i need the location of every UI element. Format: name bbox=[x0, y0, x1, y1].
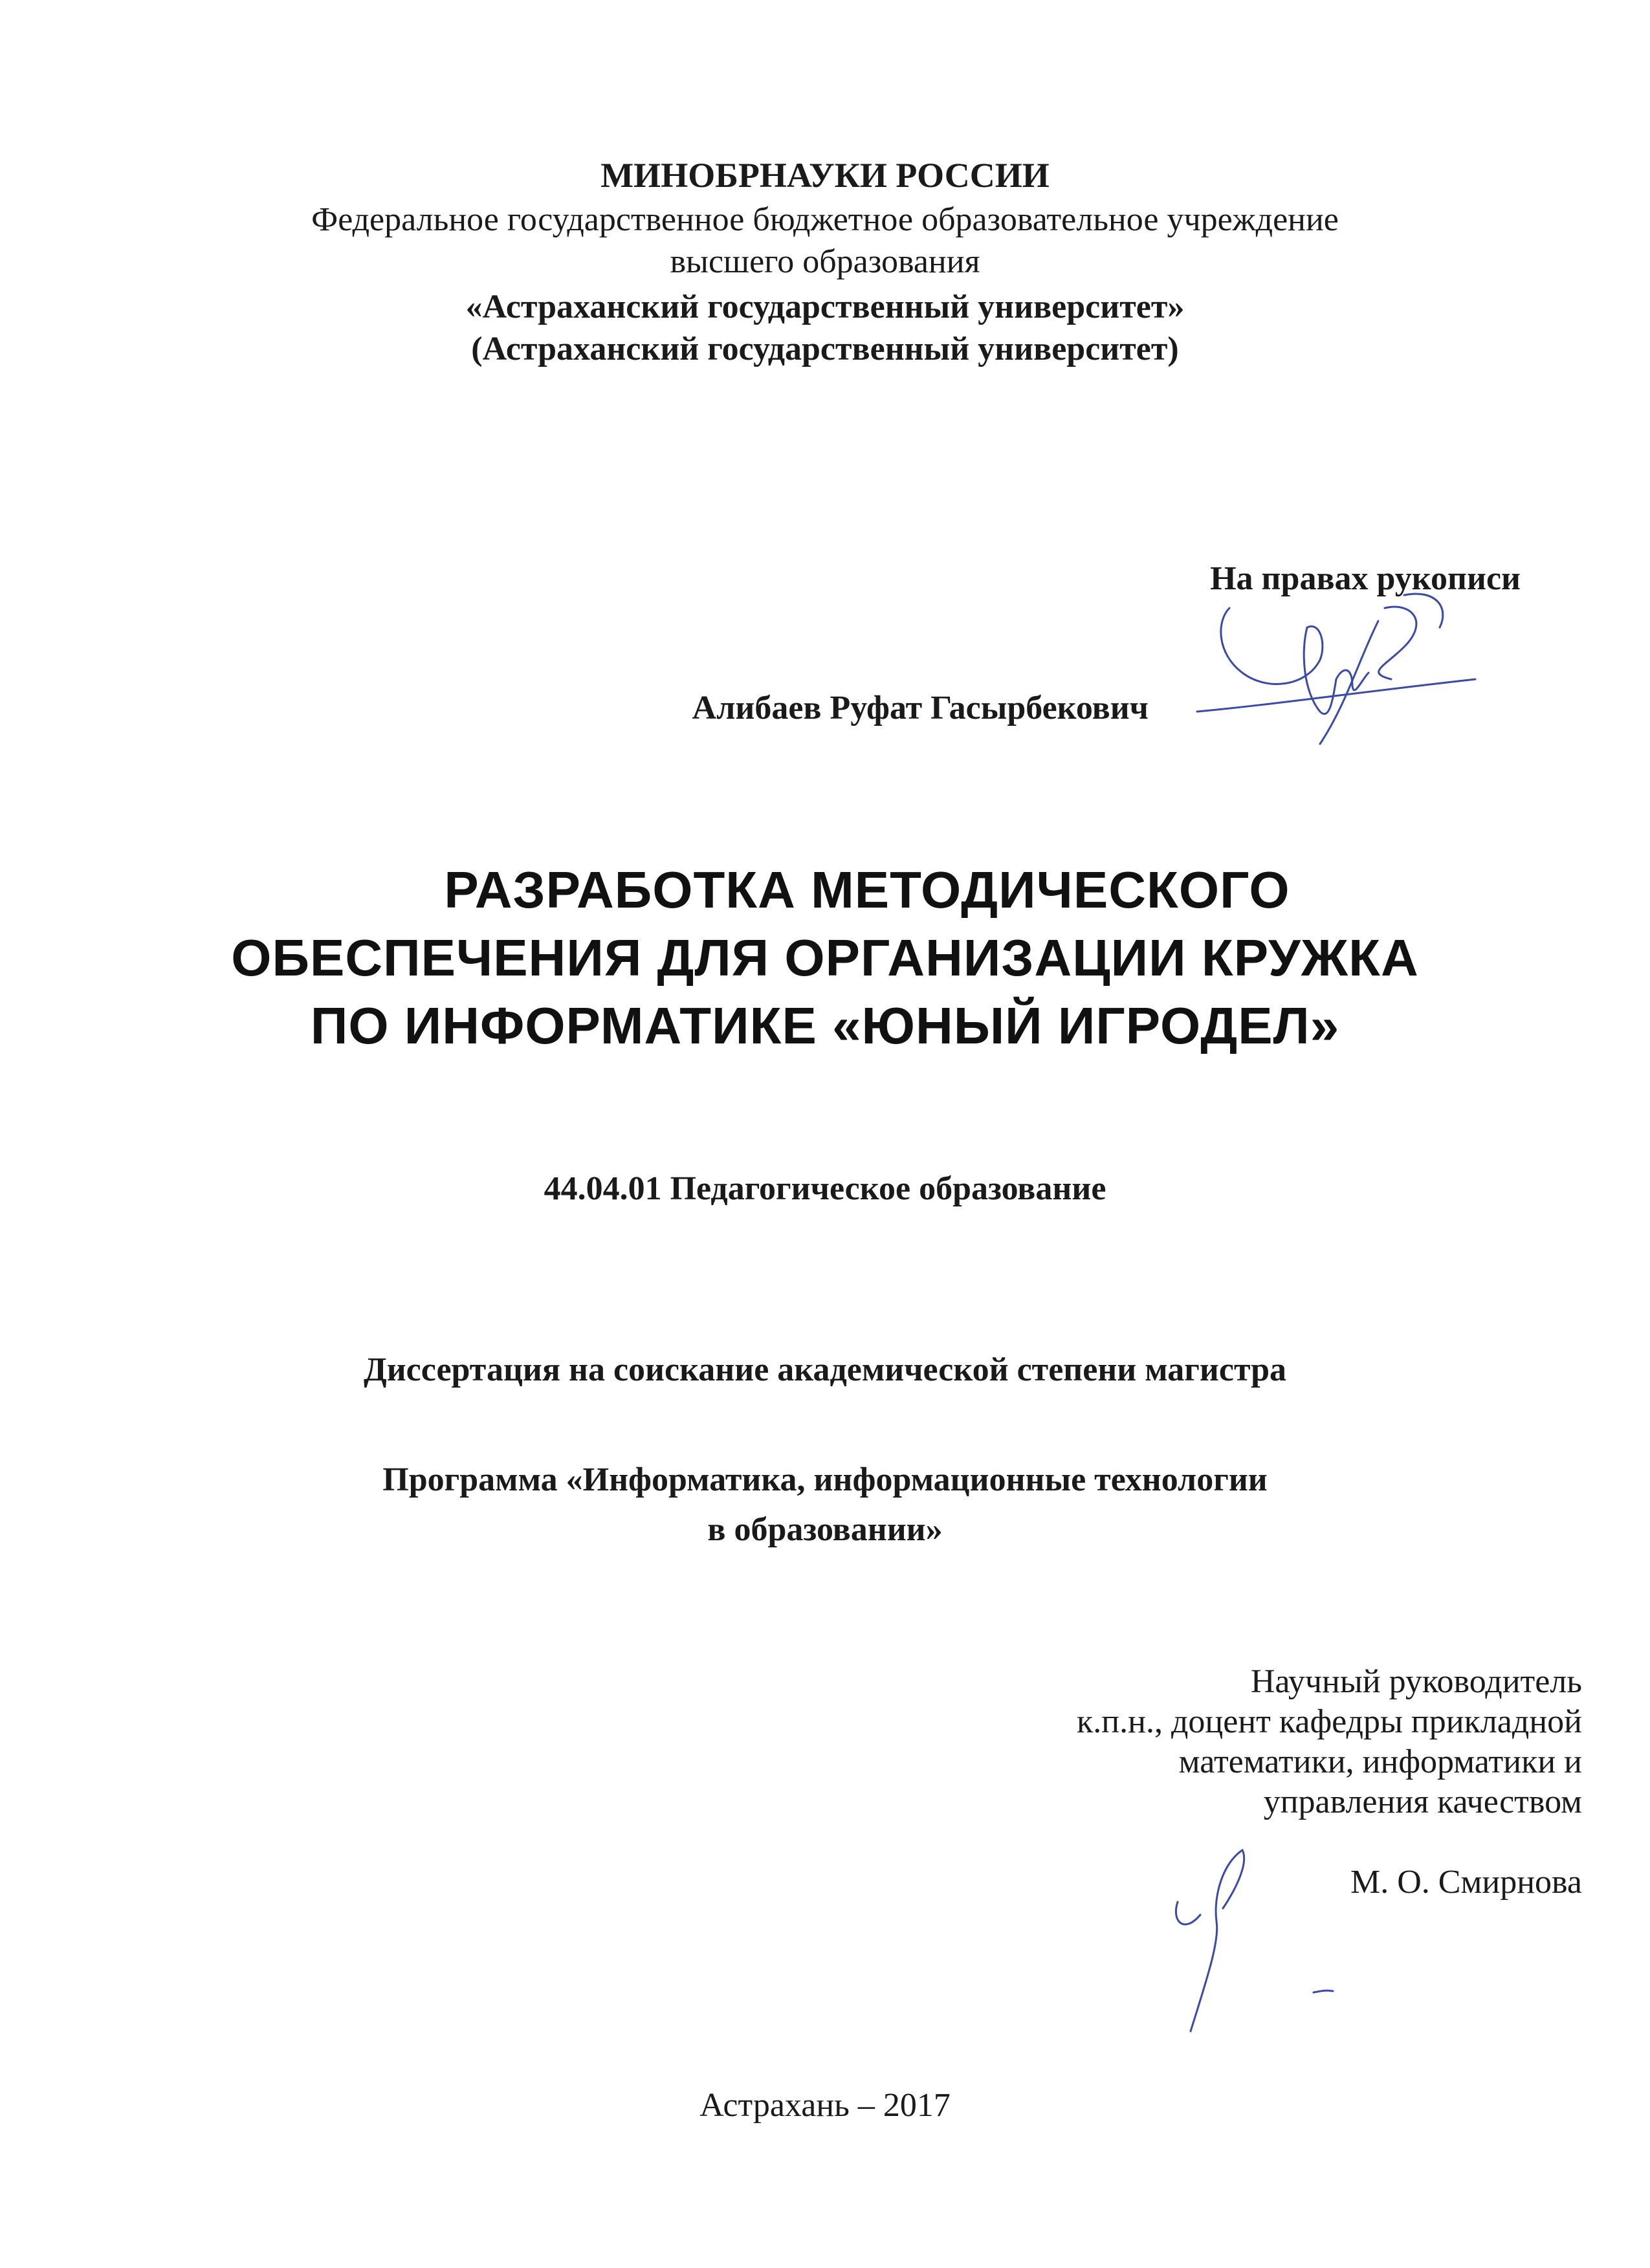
ministry-heading: МИНОБРНАУКИ РОССИИ bbox=[600, 156, 1050, 195]
thesis-title-line-1: РАЗРАБОТКА МЕТОДИЧЕСКОГО bbox=[444, 861, 1290, 919]
thesis-title-line-2: ОБЕСПЕЧЕНИЯ ДЛЯ ОРГАНИЗАЦИИ КРУЖКА bbox=[231, 929, 1419, 987]
supervisor-name: М. О. Смирнова bbox=[1350, 1864, 1582, 1901]
city-year: Астрахань – 2017 bbox=[699, 2087, 951, 2124]
university-short-name: (Астраханский государственный университет) bbox=[471, 331, 1179, 367]
institution-line-1: Федеральное государственное бюджетное образовательное учреждение bbox=[311, 201, 1339, 238]
supervisor-position-line-2: математики, информатики и bbox=[1178, 1743, 1582, 1780]
institution-line-2: высшего образования bbox=[670, 243, 980, 280]
degree-statement: Диссертация на соискание академической степени магистра bbox=[363, 1351, 1287, 1388]
author-name: Алибаев Руфат Гасырбекович bbox=[692, 690, 1149, 726]
specialty: 44.04.01 Педагогическое образование bbox=[544, 1170, 1106, 1207]
supervisor-position-line-3: управления качеством bbox=[1263, 1783, 1582, 1820]
university-full-name: «Астраханский государственный университет» bbox=[465, 289, 1185, 325]
author-signature bbox=[1191, 582, 1488, 770]
supervisor-role: Научный руководитель bbox=[1250, 1663, 1582, 1700]
supervisor-signature bbox=[1152, 1837, 1359, 2051]
manuscript-note: На правах рукописи bbox=[1210, 560, 1521, 597]
program-line-1: Программа «Информатика, информационные технологии bbox=[382, 1461, 1268, 1498]
supervisor-position-line-1: к.п.н., доцент кафедры прикладной bbox=[1077, 1703, 1582, 1740]
thesis-title-line-3: ПО ИНФОРМАТИКЕ «ЮНЫЙ ИГРОДЕЛ» bbox=[310, 997, 1340, 1054]
program-line-2: в образовании» bbox=[707, 1511, 943, 1548]
